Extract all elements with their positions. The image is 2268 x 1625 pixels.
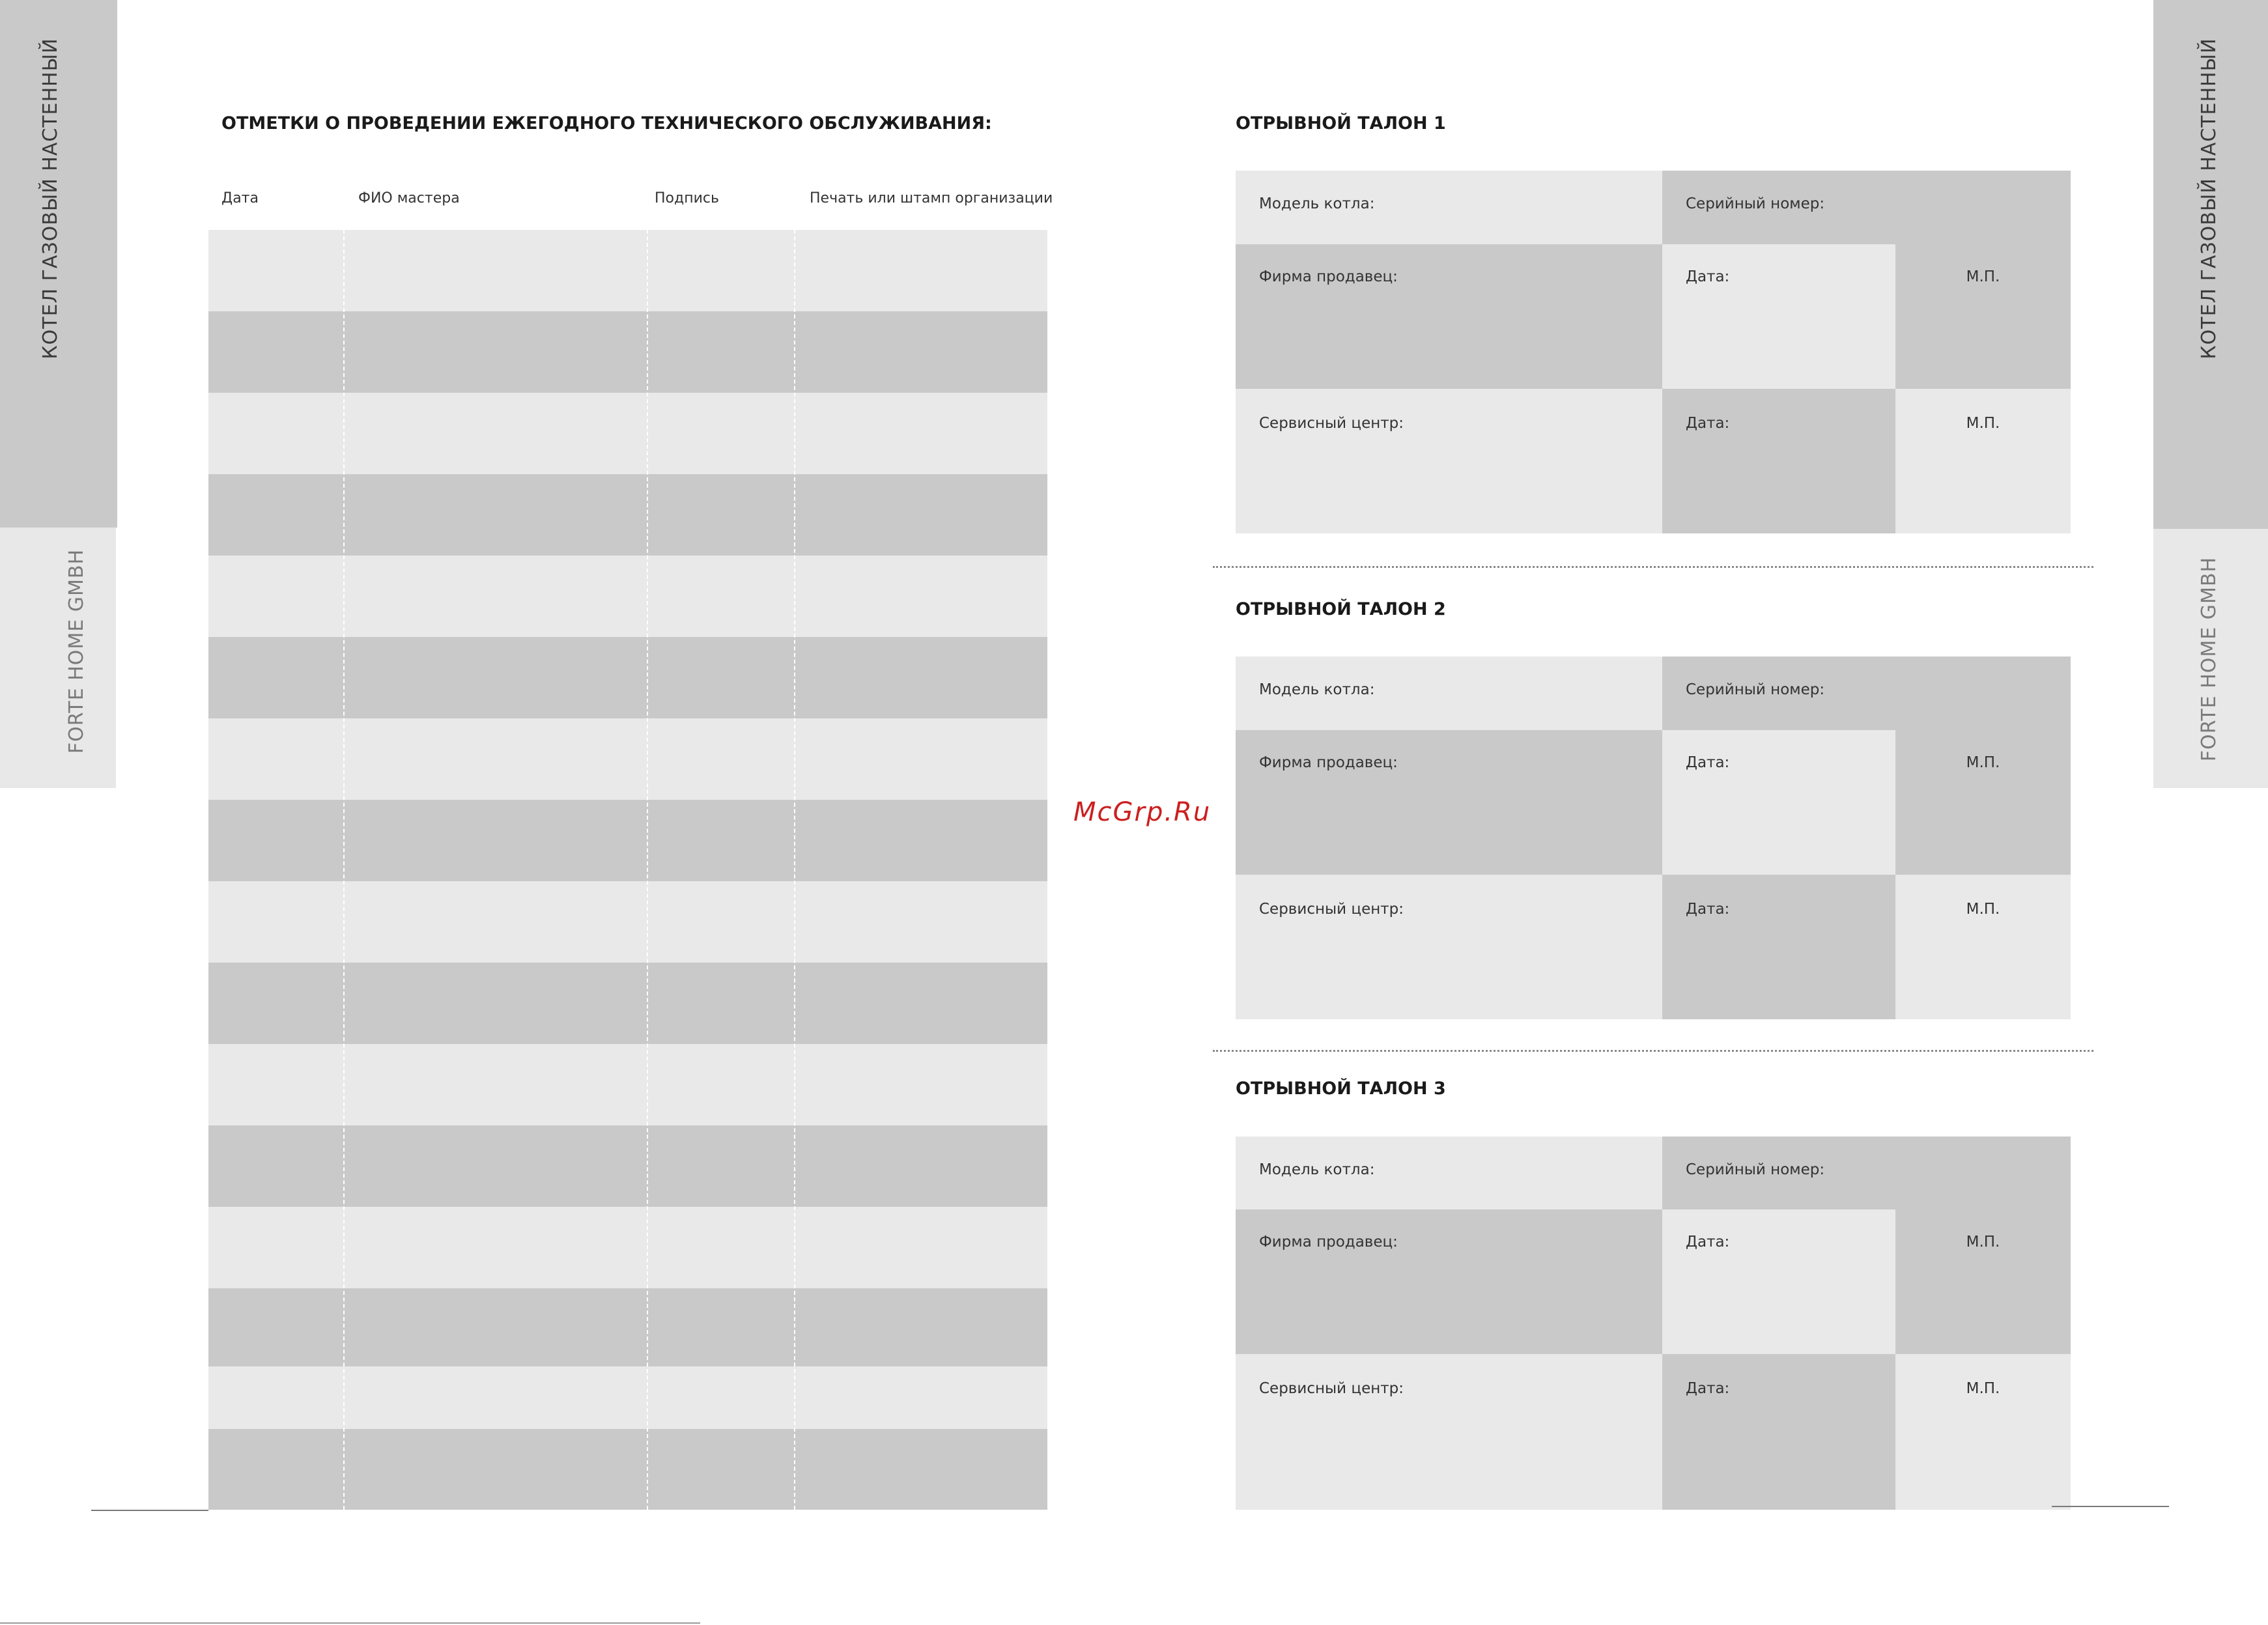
table-row xyxy=(208,556,1047,637)
coupon-3-service-date-cell xyxy=(1662,1354,1895,1510)
coupon-3-serial-label: Серийный номер: xyxy=(1686,1161,1825,1178)
side-product-title-left: КОТЕЛ ГАЗОВЫЙ НАСТЕННЫЙ xyxy=(39,38,62,360)
table-row xyxy=(208,800,1047,881)
side-tab-right-bottom xyxy=(2153,529,2268,788)
col-header-master-name: ФИО мастера xyxy=(358,190,460,206)
side-tab-left-bottom xyxy=(0,528,116,788)
coupon-1-service-date-label: Дата: xyxy=(1686,415,1730,432)
coupon-2-title: ОТРЫВНОЙ ТАЛОН 2 xyxy=(1236,599,1446,619)
coupon-1-service-label: Сервисный центр: xyxy=(1259,415,1404,432)
coupon-2-service-cell xyxy=(1236,875,1662,1019)
cut-line xyxy=(1213,1050,2093,1052)
coupon-2-model-label: Модель котла: xyxy=(1259,681,1375,698)
coupon-3-model-label: Модель котла: xyxy=(1259,1161,1375,1178)
coupon-2-service-label: Сервисный центр: xyxy=(1259,901,1404,918)
coupon-3-seller-stamp-label: М.П. xyxy=(1966,1234,2000,1251)
coupon-2-serial-label: Серийный номер: xyxy=(1686,681,1825,698)
coupon-3-service-label: Сервисный центр: xyxy=(1259,1380,1404,1397)
coupon-2-seller-stamp-label: М.П. xyxy=(1966,754,2000,771)
coupon-1-seller-cell xyxy=(1236,244,1662,389)
coupon-2-seller-date-cell xyxy=(1662,730,1895,875)
table-row xyxy=(208,311,1047,393)
table-row xyxy=(208,1288,1047,1366)
coupon-1-seller-stamp-label: М.П. xyxy=(1966,268,2000,285)
bottom-rule xyxy=(0,1622,700,1624)
coupon-1-title: ОТРЫВНОЙ ТАЛОН 1 xyxy=(1236,113,1446,134)
coupon-3-seller-label: Фирма продавец: xyxy=(1259,1234,1398,1251)
coupon-1-seller-label: Фирма продавец: xyxy=(1259,268,1398,285)
maintenance-title: ОТМЕТКИ О ПРОВЕДЕНИИ ЕЖЕГОДНОГО ТЕХНИЧЕСКОГО ОБСЛУЖИВАНИЯ: xyxy=(221,113,992,134)
side-brand-left: FORTE HOME GMBH xyxy=(65,548,88,754)
coupon-3-seller-date-cell xyxy=(1662,1209,1895,1354)
watermark: McGrp.Ru xyxy=(1073,797,1212,827)
coupon-1-serial-label: Серийный номер: xyxy=(1686,195,1825,212)
table-row xyxy=(208,881,1047,963)
coupon-3-service-date-label: Дата: xyxy=(1686,1380,1730,1397)
coupon-2-seller-date-label: Дата: xyxy=(1686,754,1730,771)
coupon-2-seller-label: Фирма продавец: xyxy=(1259,754,1398,771)
coupon-1-service-stamp-label: М.П. xyxy=(1966,415,2000,432)
cut-line xyxy=(1213,566,2093,568)
coupon-3-seller-date-label: Дата: xyxy=(1686,1234,1730,1251)
footer-rule-right xyxy=(2052,1506,2169,1507)
coupon-2-model-cell xyxy=(1236,657,1662,730)
coupon-2-service-stamp-label: М.П. xyxy=(1966,901,2000,918)
coupon-3-title: ОТРЫВНОЙ ТАЛОН 3 xyxy=(1236,1079,1446,1099)
col-header-signature: Подпись xyxy=(655,190,719,206)
coupon-1-model-cell xyxy=(1236,171,1662,244)
table-row xyxy=(208,1207,1047,1288)
table-row xyxy=(208,637,1047,718)
column-divider xyxy=(794,230,795,1510)
coupon-3-service-stamp-cell xyxy=(1895,1354,2071,1510)
coupon-1-serial-cell xyxy=(1662,171,2071,244)
table-row xyxy=(208,474,1047,556)
table-row xyxy=(208,230,1047,311)
coupon-3-service-stamp-label: М.П. xyxy=(1966,1380,2000,1397)
side-tab-right-top xyxy=(2153,0,2268,529)
coupon-2-serial-cell xyxy=(1662,657,2071,730)
coupon-1-model-label: Модель котла: xyxy=(1259,195,1375,212)
coupon-1-service-cell xyxy=(1236,389,1662,533)
table-row xyxy=(208,393,1047,474)
side-tab-left-top xyxy=(0,0,117,528)
coupon-2-service-date-label: Дата: xyxy=(1686,901,1730,918)
coupon-3-seller-cell xyxy=(1236,1209,1662,1354)
coupon-1-seller-stamp-cell xyxy=(1895,244,2071,389)
side-product-title-right: КОТЕЛ ГАЗОВЫЙ НАСТЕННЫЙ xyxy=(2198,38,2220,360)
table-row xyxy=(208,1125,1047,1207)
coupon-3-model-cell xyxy=(1236,1137,1662,1209)
coupon-1-service-stamp-cell xyxy=(1895,389,2071,533)
footer-rule-left xyxy=(91,1510,208,1511)
col-header-stamp: Печать или штамп организации xyxy=(810,190,1053,206)
coupon-2-seller-stamp-cell xyxy=(1895,730,2071,875)
coupon-2-seller-cell xyxy=(1236,730,1662,875)
column-divider xyxy=(647,230,648,1510)
column-divider xyxy=(343,230,345,1510)
side-brand-right: FORTE HOME GMBH xyxy=(2198,556,2220,762)
coupon-2-service-stamp-cell xyxy=(1895,875,2071,1019)
coupon-3-serial-cell xyxy=(1662,1137,2071,1209)
coupon-3-service-cell xyxy=(1236,1354,1662,1510)
table-row xyxy=(208,718,1047,800)
coupon-3-seller-stamp-cell xyxy=(1895,1209,2071,1354)
table-row xyxy=(208,1366,1047,1429)
coupon-1-service-date-cell xyxy=(1662,389,1895,533)
coupon-1-seller-date-cell xyxy=(1662,244,1895,389)
coupon-1-seller-date-label: Дата: xyxy=(1686,268,1730,285)
table-row xyxy=(208,1044,1047,1125)
table-row xyxy=(208,1429,1047,1510)
col-header-date: Дата xyxy=(221,190,259,206)
table-row xyxy=(208,963,1047,1044)
coupon-2-service-date-cell xyxy=(1662,875,1895,1019)
